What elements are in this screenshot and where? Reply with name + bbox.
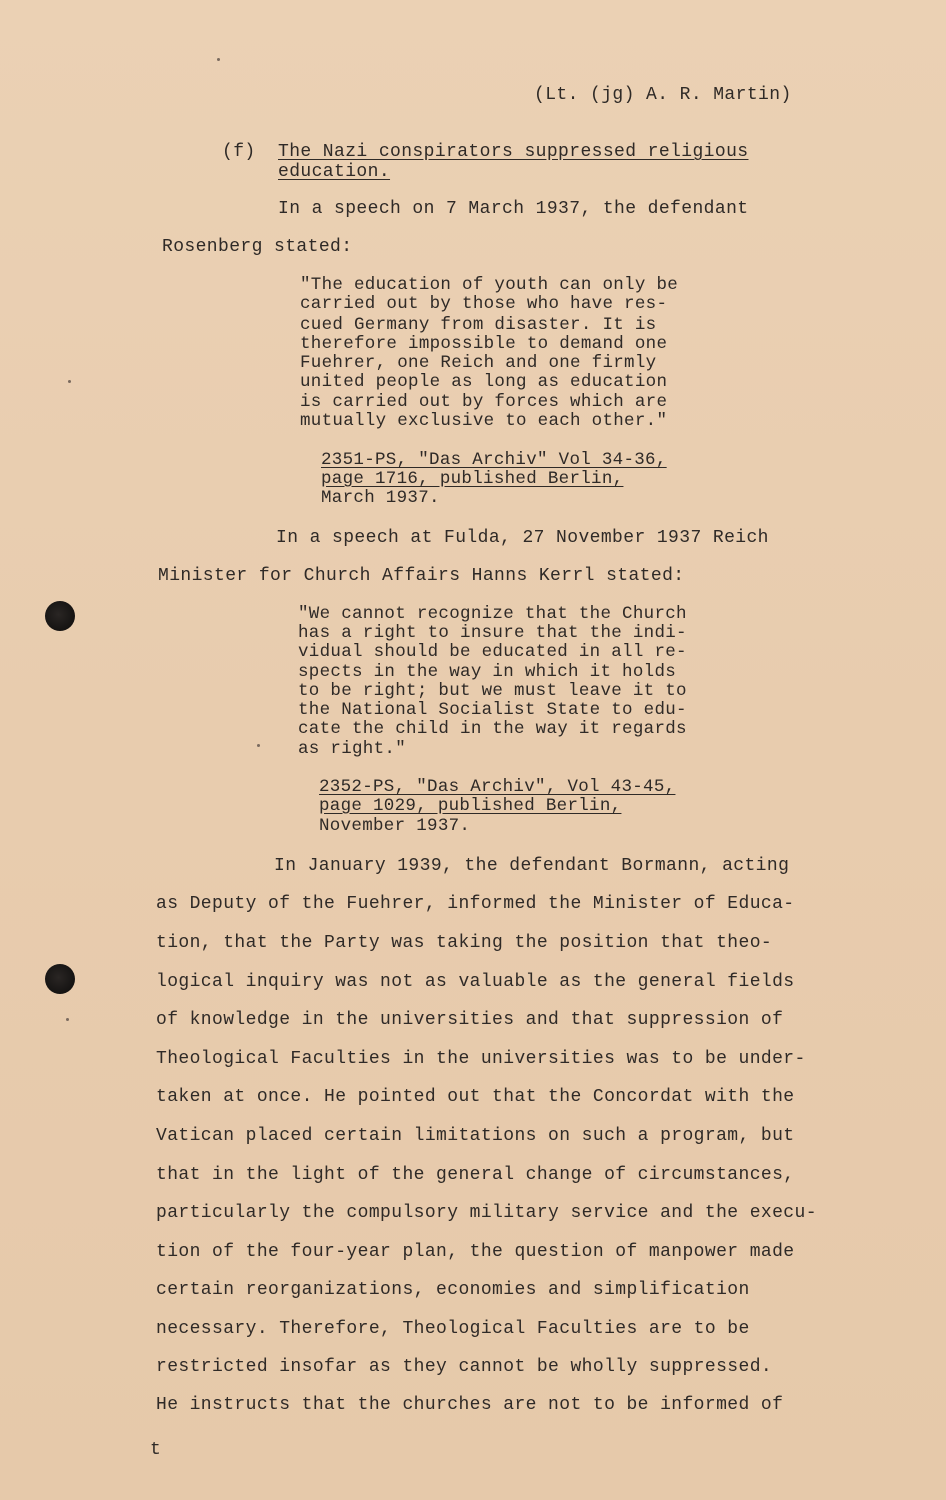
punch-hole	[45, 601, 75, 631]
paper-speck	[68, 380, 71, 383]
quote-line: vidual should be educated in all re-	[298, 642, 687, 662]
quote-line: cate the child in the way it regards	[298, 719, 687, 739]
section-marker: (f)	[222, 142, 256, 162]
quote-line: cued Germany from disaster. It is	[300, 315, 657, 335]
citation-line: March 1937.	[321, 488, 440, 508]
citation-line: November 1937.	[319, 816, 471, 836]
quote-line: spects in the way in which it holds	[298, 662, 677, 682]
quote-line: is carried out by forces which are	[300, 392, 668, 412]
quote-line: carried out by those who have res-	[300, 294, 668, 314]
quote-line: the National Socialist State to edu-	[298, 700, 687, 720]
body-line: particularly the compulsory military service and the execu-	[156, 1203, 817, 1223]
citation-line: page 1716, published Berlin,	[321, 469, 624, 489]
quote-line: "We cannot recognize that the Church	[298, 604, 687, 624]
paragraph-1-line-1: In a speech on 7 March 1937, the defendant	[278, 199, 749, 219]
footer-mark: t	[150, 1440, 162, 1460]
body-line: that in the light of the general change of circumstances,	[156, 1165, 795, 1185]
quote-line: therefore impossible to demand one	[300, 334, 668, 354]
paper-speck	[66, 1018, 69, 1021]
quote-line: mutually exclusive to each other."	[300, 411, 668, 431]
body-line: as Deputy of the Fuehrer, informed the Minister of Educa-	[156, 894, 795, 914]
paragraph-2-line-1: In a speech at Fulda, 27 November 1937 Reich	[276, 528, 769, 548]
quote-line: has a right to insure that the indi-	[298, 623, 687, 643]
paper-speck	[217, 58, 220, 61]
body-line: of knowledge in the universities and that suppression of	[156, 1010, 784, 1030]
paragraph-1-line-2: Rosenberg stated:	[162, 237, 353, 257]
body-line: tion, that the Party was taking the position that theo-	[156, 933, 773, 953]
body-line: restricted insofar as they cannot be wholly suppressed.	[156, 1357, 773, 1377]
author-attribution: (Lt. (jg) A. R. Martin)	[534, 85, 792, 105]
body-line: He instructs that the churches are not to be informed of	[156, 1395, 784, 1415]
section-heading-line-2: education.	[278, 162, 391, 182]
quote-line: as right."	[298, 739, 407, 759]
body-line: tion of the four-year plan, the question of manpower made	[156, 1242, 795, 1262]
paragraph-2-line-2: Minister for Church Affairs Hanns Kerrl stated:	[158, 566, 685, 586]
body-line: taken at once. He pointed out that the Concordat with the	[156, 1087, 795, 1107]
quote-line: Fuehrer, one Reich and one firmly	[300, 353, 657, 373]
citation-line: 2352-PS, "Das Archiv", Vol 43-45,	[319, 777, 676, 797]
quote-line: united people as long as education	[300, 372, 668, 392]
body-line: Vatican placed certain limitations on such a program, but	[156, 1126, 795, 1146]
paper-speck	[257, 744, 260, 747]
body-line: certain reorganizations, economies and simplification	[156, 1280, 750, 1300]
body-line: necessary. Therefore, Theological Faculties are to be	[156, 1319, 750, 1339]
quote-line: "The education of youth can only be	[300, 275, 679, 295]
citation-line: page 1029, published Berlin,	[319, 796, 622, 816]
body-line: logical inquiry was not as valuable as the general fields	[156, 972, 795, 992]
punch-hole	[45, 964, 75, 994]
quote-line: to be right; but we must leave it to	[298, 681, 687, 701]
section-heading-line-1: The Nazi conspirators suppressed religious	[278, 142, 749, 162]
body-line: In January 1939, the defendant Bormann, acting	[274, 856, 790, 876]
citation-line: 2351-PS, "Das Archiv" Vol 34-36,	[321, 450, 667, 470]
body-line: Theological Faculties in the universities was to be under-	[156, 1049, 806, 1069]
